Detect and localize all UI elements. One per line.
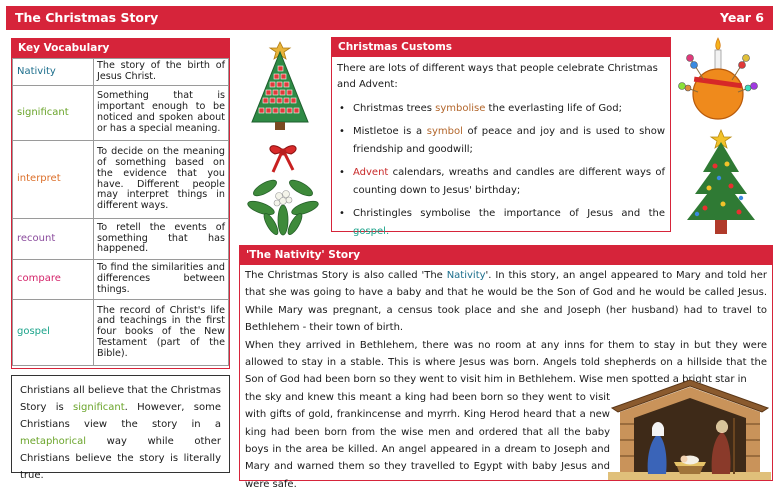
table-row	[13, 260, 229, 300]
table-row	[13, 219, 229, 260]
christians-text-3: way while other Christians believe the story is literally true.	[20, 436, 221, 481]
bullet-text: Christmas trees	[353, 103, 436, 114]
story-text: '. In this story, an angel appeared to Mary and told her that she was going to have a baby and that he would be the Son of God and he would be called Jesus. While Mary was pregnant, a census took place and she and Joseph (her husband) had to travel to Bethlehem - their town of birth.	[245, 270, 767, 334]
bullet-text: Christingles symbolise the importance of Jesus and the	[353, 208, 665, 219]
vocab-term-gospel: gospel	[13, 300, 94, 366]
vocab-definition: To retell the events of something that has happened.	[94, 219, 229, 260]
story-paragraph: the sky and knew this meant a king had been born so they went to visit with gifts of gold, frankincense and myrrh. King Herod heard that a new king had been born from the wise men and ordered that all the baby boys in the area be killed. An angel appeared in a dream to Joseph and Mary and warned them so they travelled to Egypt with baby Jesus and were safe.	[245, 391, 610, 490]
vocab-term-nativity: Nativity	[13, 59, 94, 86]
story-paragraph	[245, 267, 767, 337]
vocab-term-compare: compare	[13, 260, 94, 300]
table-row	[13, 59, 229, 86]
story-text: The Christmas Story is also called 'The	[245, 270, 447, 281]
customs-intro: There are lots of different ways that people celebrate Christmas and Advent:	[337, 63, 658, 90]
vocab-term-interpret: interpret	[13, 141, 94, 219]
vocab-definition: To find the similarities and differences between things.	[94, 260, 229, 300]
bullet-text: Mistletoe is a	[353, 126, 427, 137]
christians-belief-box	[11, 375, 230, 481]
gospel-keyword: gospel.	[353, 226, 390, 237]
mistletoe-icon	[243, 136, 323, 240]
bullet-text: calendars, wreaths and candles are different ways of counting down to Jesus' birthday;	[353, 167, 665, 196]
story-paragraph: When they arrived in Bethlehem, there was no room at any inns for them to stay in but they were allowed to stay in a stable. This is where Jesus was born. Angels told shepherds on a hillside that the Son of God had been born so they went to visit him in Bethlehem. Wise men spotted a bright star in	[245, 339, 767, 386]
title-bar	[6, 6, 773, 30]
vocab-term-significant: significant	[13, 86, 94, 141]
list-item	[337, 100, 665, 118]
vocab-definition: Something that is important enough to be noticed and spoken about or has a special meaning.	[94, 86, 229, 141]
metaphorical-keyword: metaphorical	[20, 436, 87, 447]
symbol-keyword: symbol	[426, 126, 463, 137]
list-item	[337, 123, 665, 159]
vocab-definition: The record of Christ's life and teachings in the first four books of the New Testament (part of the Bible).	[94, 300, 229, 366]
christmas-customs-heading: Christmas Customs	[332, 38, 670, 57]
page-title: The Christmas Story	[15, 10, 159, 25]
list-item	[337, 205, 665, 241]
vocabulary-table	[12, 58, 229, 366]
bullet-text: the everlasting life of God;	[485, 103, 622, 114]
key-vocabulary-heading: Key Vocabulary	[12, 39, 229, 58]
advent-tree-calendar-icon	[248, 38, 312, 134]
nativity-keyword: Nativity	[446, 270, 486, 281]
christmas-tree-icon	[681, 128, 761, 240]
vocab-definition: To decide on the meaning of something based on the evidence that you have. Different people may interpret things in different ways.	[94, 141, 229, 219]
christmas-customs-panel	[331, 37, 671, 237]
customs-list	[332, 100, 670, 241]
vocab-term-recount: recount	[13, 219, 94, 260]
vocab-definition: The story of the birth of Jesus Christ.	[94, 59, 229, 86]
table-row	[13, 86, 229, 141]
christians-text-1: Christians all believe that the Christmas Story is	[20, 385, 221, 413]
nativity-story-heading: 'The Nativity' Story	[240, 246, 772, 265]
christians-text-2: . However, some Christians view the story in a	[20, 402, 221, 430]
list-item	[337, 164, 665, 200]
table-row	[13, 300, 229, 366]
bullet-text: of peace and joy and is used to show friendship and goodwill;	[353, 126, 665, 155]
table-row	[13, 141, 229, 219]
christingle-icon	[676, 36, 760, 122]
year-label: Year 6	[719, 10, 764, 25]
key-vocabulary-panel	[11, 38, 230, 369]
advent-keyword: Advent	[353, 167, 389, 178]
symbolise-keyword: symbolise	[435, 103, 486, 114]
nativity-scene-icon	[608, 374, 771, 480]
significant-keyword: significant	[73, 402, 125, 413]
